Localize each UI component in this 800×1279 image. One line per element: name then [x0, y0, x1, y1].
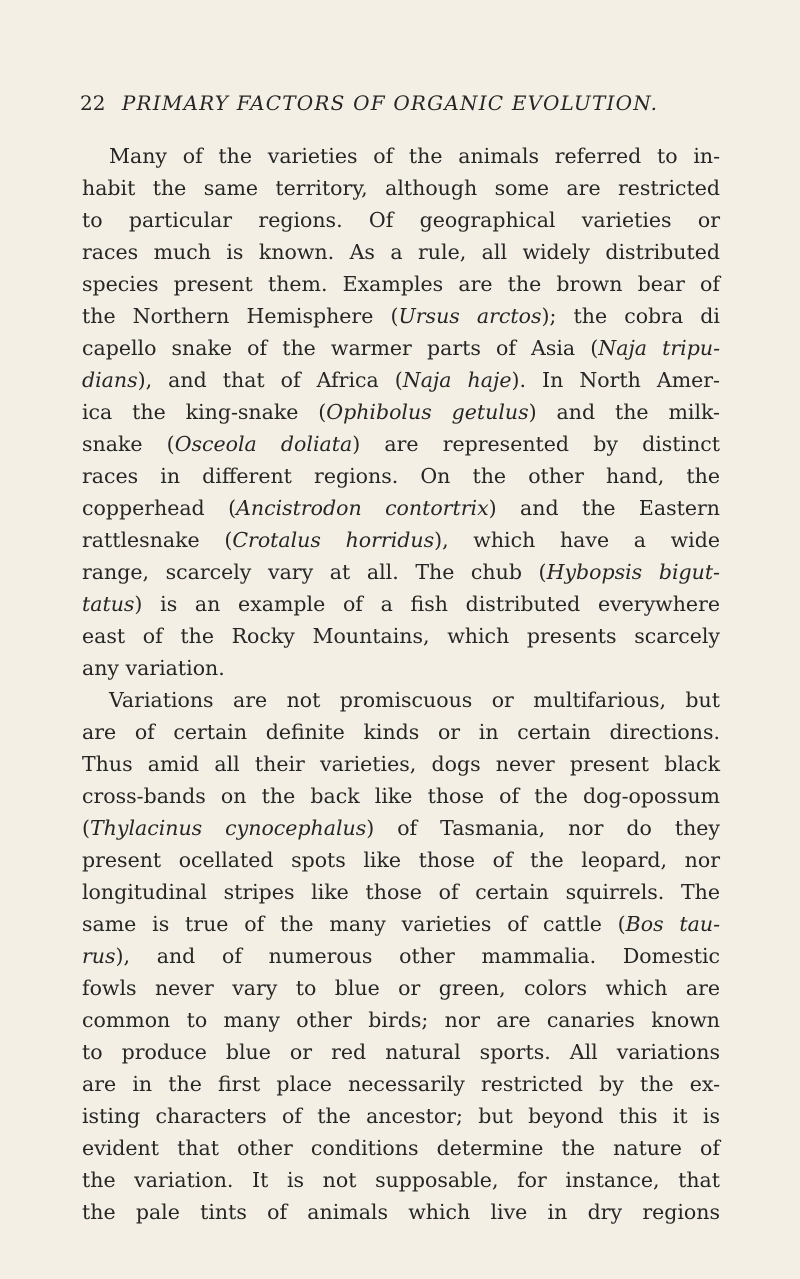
species-name: Hybopsis bigut- [546, 560, 720, 584]
text-line: range, scarcely vary at all. The chub (Hybopsis bigut- [82, 560, 720, 584]
text-line: to particular regions. Of geographical varieties or [82, 208, 720, 232]
text-line: any variation. [82, 656, 225, 680]
text-line: the variation. It is not supposable, for instance, that [82, 1168, 720, 1192]
text-line: longitudinal stripes like those of certain squirrels. The [82, 880, 720, 904]
page-number: 22 [80, 91, 106, 115]
text-line: present ocellated spots like those of the leopard, nor [82, 848, 720, 872]
running-title: PRIMARY FACTORS OF ORGANIC EVOLUTION. [121, 91, 659, 115]
text-line: Thus amid all their varieties, dogs never present black [82, 752, 720, 776]
text-line: snake (Osceola doliata) are represented by distinct [82, 432, 721, 456]
text-line: Variations are not promiscuous or multifarious, but [109, 688, 720, 712]
text-line: are of certain definite kinds or in certain directions. [82, 720, 720, 744]
text-line: to produce blue or red natural sports. All variations [82, 1040, 720, 1064]
text-line: tatus) is an example of a fish distributed everywhere [82, 592, 720, 616]
text-line: east of the Rocky Mountains, which presents scarcely [82, 624, 720, 648]
text-line: evident that other conditions determine the nature of [82, 1136, 720, 1160]
text-line: same is true of the many varieties of cattle (Bos tau- [82, 912, 720, 936]
species-name: Naja haje [402, 368, 512, 392]
text-line: the pale tints of animals which live in dry regions [82, 1200, 720, 1224]
text-line: species present them. Examples are the brown bear of [82, 272, 720, 296]
text-line: (Thylacinus cynocephalus) of Tasmania, nor do they [82, 816, 720, 840]
species-name: rus [82, 944, 116, 968]
species-name: tatus [82, 592, 135, 616]
species-name: Ursus arctos [398, 304, 542, 328]
body-text [82, 140, 720, 1228]
text-line: capello snake of the warmer parts of Asia (Naja tripu- [82, 336, 720, 360]
text-line: rus), and of numerous other mammalia. Domestic [82, 944, 720, 968]
species-name: Crotalus horridus [232, 528, 435, 552]
text-line: cross-bands on the back like those of the dog-opossum [82, 784, 720, 808]
text-line: fowls never vary to blue or green, colors which are [82, 976, 720, 1000]
species-name: Osceola doliata [174, 432, 353, 456]
text-line: Many of the varieties of the animals referred to in- [109, 144, 720, 168]
text-line: dians), and that of Africa (Naja haje). In North Amer- [82, 368, 720, 392]
species-name: Bos tau- [625, 912, 720, 936]
species-name: dians [82, 368, 138, 392]
text-line: copperhead (Ancistrodon contortrix) and the Eastern [82, 496, 720, 520]
species-name: Naja tripu- [598, 336, 720, 360]
text-line: isting characters of the ancestor; but beyond this it is [82, 1104, 720, 1128]
text-line: ica the king-snake (Ophibolus getulus) and the milk- [82, 400, 720, 424]
text-line: rattlesnake (Crotalus horridus), which have a wide [82, 528, 720, 552]
text-line: races much is known. As a rule, all widely distributed [82, 240, 720, 264]
species-name: Thylacinus cynocephalus [90, 816, 367, 840]
species-name: Ancistrodon contortrix [236, 496, 489, 520]
species-name: Ophibolus getulus [326, 400, 529, 424]
running-head [80, 88, 720, 118]
text-line: common to many other birds; nor are canaries known [82, 1008, 720, 1032]
text-line: races in different regions. On the other hand, the [82, 464, 720, 488]
text-line: habit the same territory, although some are restricted [82, 176, 720, 200]
text-line: are in the first place necessarily restricted by the ex- [82, 1072, 720, 1096]
text-line: the Northern Hemisphere (Ursus arctos); the cobra di [82, 304, 720, 328]
